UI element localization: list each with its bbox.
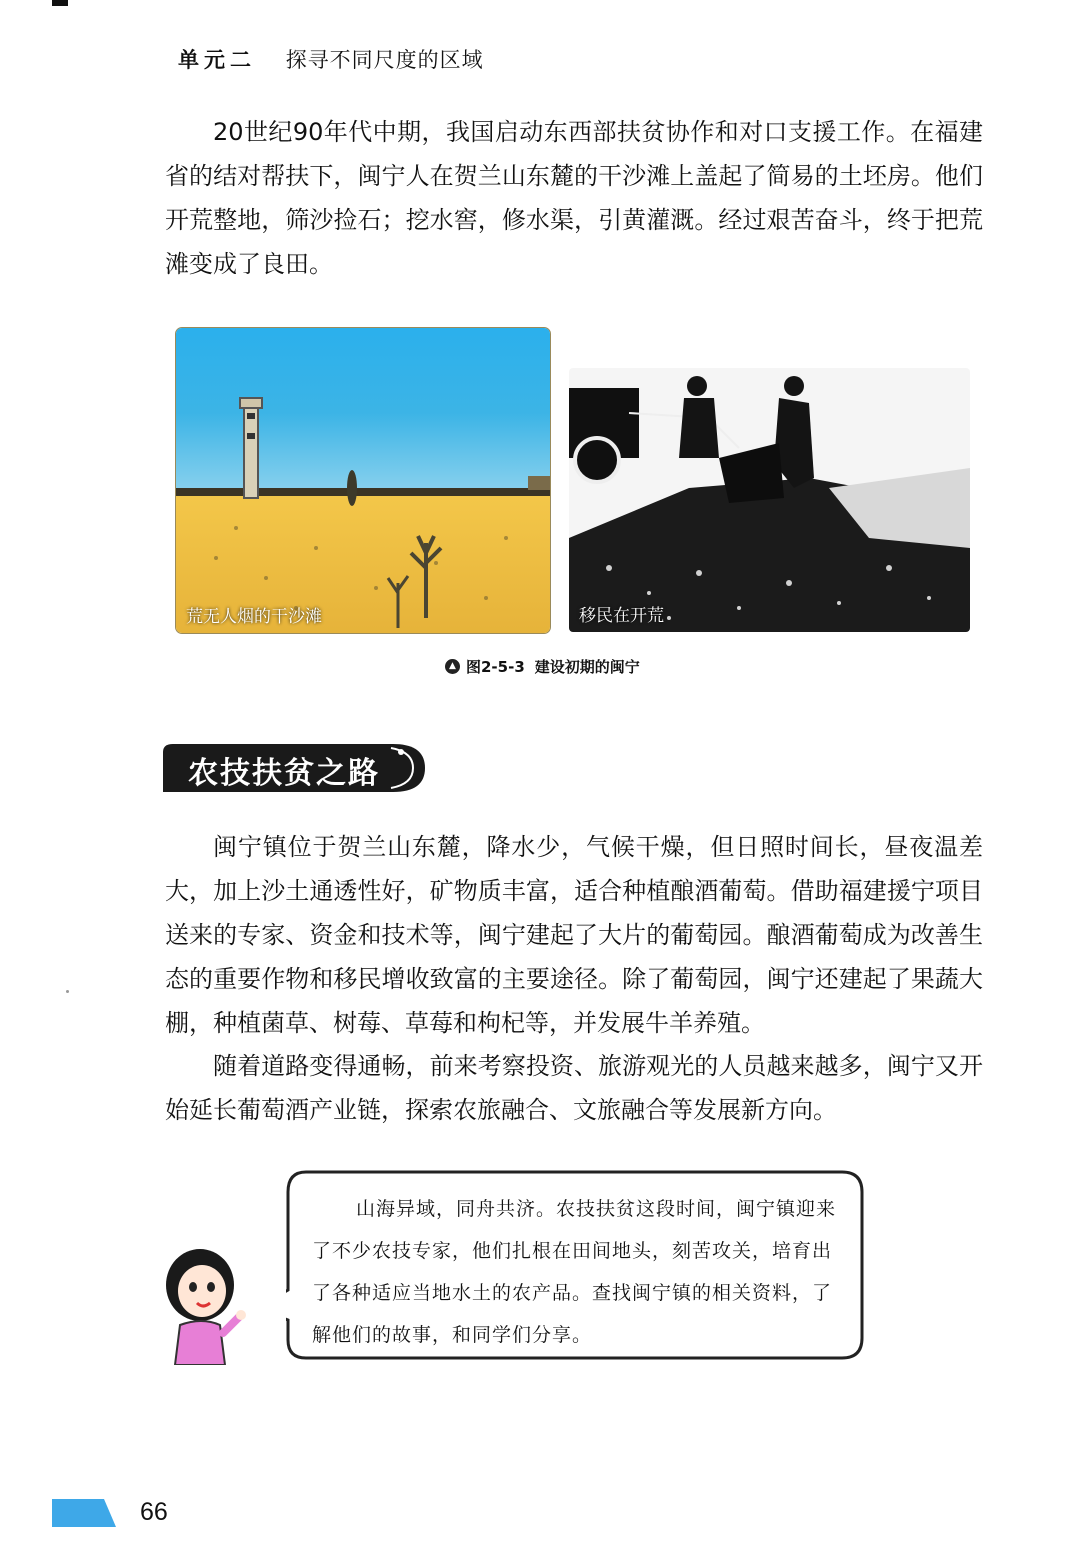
running-header [178,44,484,74]
desert-photo [175,327,551,634]
body-paragraph-2: 随着道路变得通畅，前来考察投资、旅游观光的人员越来越多，闽宁又开始延长葡萄酒产业链，探索农旅融合、文旅融合等发展新方向。 [165,1052,983,1124]
section-title: 农技扶贫之路 [188,756,380,791]
right-photo-caption: 移民在开荒 [579,606,664,626]
page-number: 66 [140,1498,168,1526]
figure-title: 建设初期的闽宁 [534,658,640,676]
settlers-photo-illustration [569,368,970,632]
settlers-photo [569,368,970,632]
speech-bubble-text: 山海异域，同舟共济。农技扶贫这段时间，闽宁镇迎来了不少农技专家，他们扎根在田间地头，刻苦攻关，培育出了各种适应当地水土的农产品。查找闽宁镇的相关资料，了解他们的故事，和同学们分享。 [312,1198,837,1346]
stray-dot [66,990,69,993]
corner-mark [52,0,68,6]
body-paragraph-1: 闽宁镇位于贺兰山东麓，降水少，气候干燥，但日照时间长，昼夜温差大，加上沙土通透性好，矿物质丰富，适合种植酿酒葡萄。借助福建援宁项目送来的专家、资金和技术等，闽宁建起了大片的葡萄园。酿酒葡萄成为改善生态的重要作物和移民增收致富的主要途径。除了葡萄园，闽宁还建起了果蔬大棚，种植菌草、树莓、草莓和枸杞等，并发展牛羊养殖。 [165,833,983,1037]
left-photo-caption: 荒无人烟的干沙滩 [186,607,322,627]
unit-label: 单元二 [178,48,256,72]
unit-title: 探寻不同尺度的区域 [285,48,484,72]
figure-number: 图2-5-3 [466,658,525,676]
figure-marker-icon: ▲ [445,659,460,674]
intro-paragraph: 20世纪90年代中期，我国启动东西部扶贫协作和对口支援工作。在福建省的结对帮扶下，闽宁人在贺兰山东麓的干沙滩上盖起了简易的土坯房。他们开荒整地，筛沙捡石；挖水窖，修水渠，引黄灌溉。经过艰苦奋斗，终于把荒滩变成了良田。 [165,118,983,278]
cartoon-girl-icon [155,1245,250,1365]
figure-caption [445,656,640,677]
desert-photo-illustration [176,328,550,633]
page-tab [52,1499,116,1527]
